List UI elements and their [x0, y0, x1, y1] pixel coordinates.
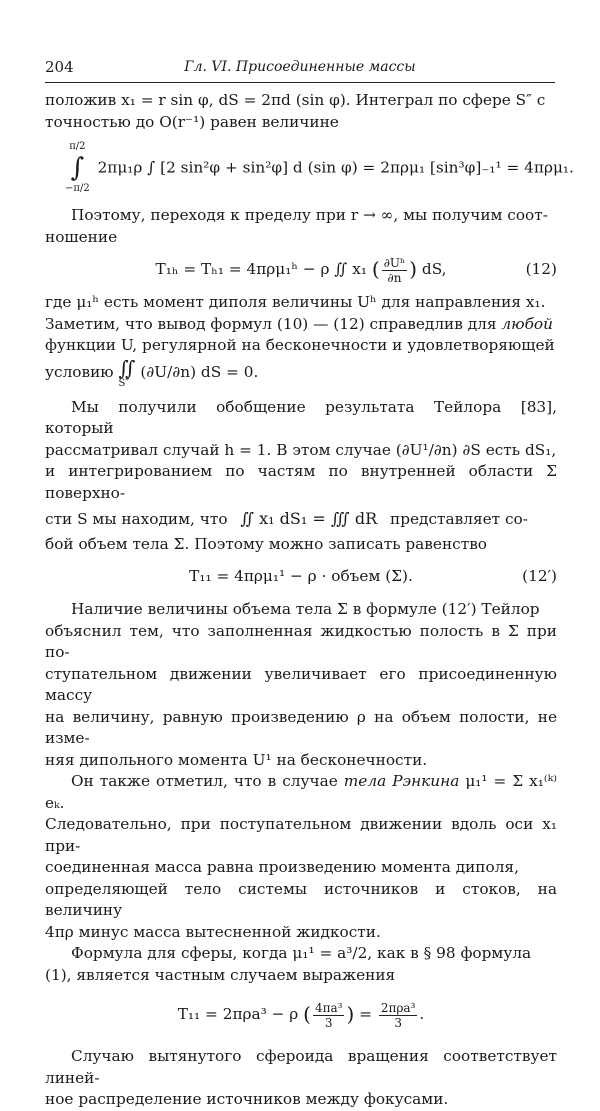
- text-line: сти S мы находим, что ∬ x₁ dS₁ = ∭ dR представляет со-: [45, 509, 528, 528]
- text-line: рассматривал случай h = 1. В этом случае (∂U¹/∂n) ∂S есть dS₁,: [45, 440, 557, 459]
- equation-number: (12): [525, 260, 557, 278]
- text-line: на величину, равную произведению ρ на объем полости, не изме-: [45, 707, 557, 747]
- text-line: точностью до O(r⁻¹) равен величине: [45, 112, 339, 131]
- text-line: бой объем тела Σ. Поэтому можно записать равенство: [45, 535, 488, 553]
- text-line: функции U, регулярной на бесконечности и удовлетворяющей: [45, 336, 555, 354]
- text-line: ступательном движении увеличивает его присоединенную массу: [45, 664, 557, 704]
- equation-number: (12′): [522, 566, 557, 585]
- inline-equation: ∬ x₁ dS₁ = ∭ dR: [240, 509, 378, 528]
- equation-12-prime: T₁₁ = 4πρμ₁¹ − ρ · объем (Σ). (12′): [45, 566, 557, 588]
- text-line: Формула для сферы, когда μ₁¹ = a³/2, как в § 98 формула: [71, 944, 532, 962]
- text-line: Следовательно, при поступательном движении вдоль оси x₁ при-: [45, 815, 557, 855]
- text-line: положив x₁ = r sin φ, dS = 2πd (sin φ). Интеграл по сфере S″ с: [45, 91, 546, 109]
- equation-text: 2πμ₁ρ ∫ [2 sin²φ + sin²φ] d (sin φ) = 2πρμ₁ [sin³φ]₋₁¹ = 4πρμ₁.: [97, 158, 574, 177]
- text-line: 4πρ минус масса вытесненной жидкости.: [45, 922, 381, 941]
- equation-sphere-integral: [45, 141, 574, 195]
- text-line: Случаю вытянутого сфероида вращения соответствует линей-: [45, 1047, 557, 1087]
- fraction: $\frac{\text{∂Uʰ}}{\partial n}$: [383, 255, 406, 285]
- text-line: и интегрированием по частям по внутренней области Σ поверхно-: [45, 462, 557, 502]
- text-line: Наличие величины объема тела Σ в формуле (12′) Тейлор: [71, 600, 540, 618]
- equation-12: T₁ₕ = Tₕ₁ = 4πρμ₁ʰ − ρ ∬ x₁ ( $\frac{\text{∂Uʰ}}{\partial n}$ ) dS, (12): [45, 252, 557, 286]
- text-line: няя дипольного момента U¹ на бесконечности.: [45, 750, 428, 769]
- integral-sign: π/2 ∫ −π/2: [65, 141, 90, 194]
- text-line: (1), является частным случаем выражения: [45, 965, 396, 984]
- text-line: где μ₁ʰ есть момент диполя величины Uʰ для направления x₁.: [45, 293, 546, 311]
- surface-integral: ∬ S″: [118, 355, 136, 389]
- text-line: Он также отметил, что в случае тела Рэнкина μ₁¹ = Σ x₁⁽ᵏ⁾eₖ.: [45, 772, 557, 812]
- running-title: Гл. VI. Присоединенные массы: [184, 59, 416, 75]
- text-line: ношение: [45, 227, 118, 246]
- text-line: Мы получили обобщение результата Тейлора [83], который: [45, 397, 557, 437]
- text-line: объяснил тем, что заполненная жидкостью полость в Σ при по-: [45, 621, 557, 661]
- text-line: Заметим, что вывод формул (10) — (12) справедлив для любой: [45, 314, 553, 333]
- page-header: [45, 58, 555, 83]
- text-line: ное распределение источников между фокусами.: [45, 1090, 449, 1108]
- page-body: [45, 90, 574, 1111]
- text-line: условию ∬ S″ (∂U/∂n) dS = 0.: [45, 355, 259, 389]
- equation-sphere-mass: T₁₁ = 2πρa³ − ρ ( $\frac{\text{4πa³}}{3}$ ) = $\frac{\text{2πρa³}}{3}$ .: [177, 1000, 425, 1030]
- text-line: Поэтому, переходя к пределу при r → ∞, мы получим соот-: [71, 206, 548, 224]
- page-number: 204: [45, 58, 74, 76]
- fraction: $\frac{\text{2πρa³}}{3}$: [380, 1000, 416, 1030]
- text-line: определяющей тело системы источников и стоков, на величину: [45, 879, 557, 919]
- fraction: $\frac{\text{4πa³}}{3}$: [314, 1000, 343, 1030]
- text-line: соединенная масса равна произведению момента диполя,: [45, 858, 519, 876]
